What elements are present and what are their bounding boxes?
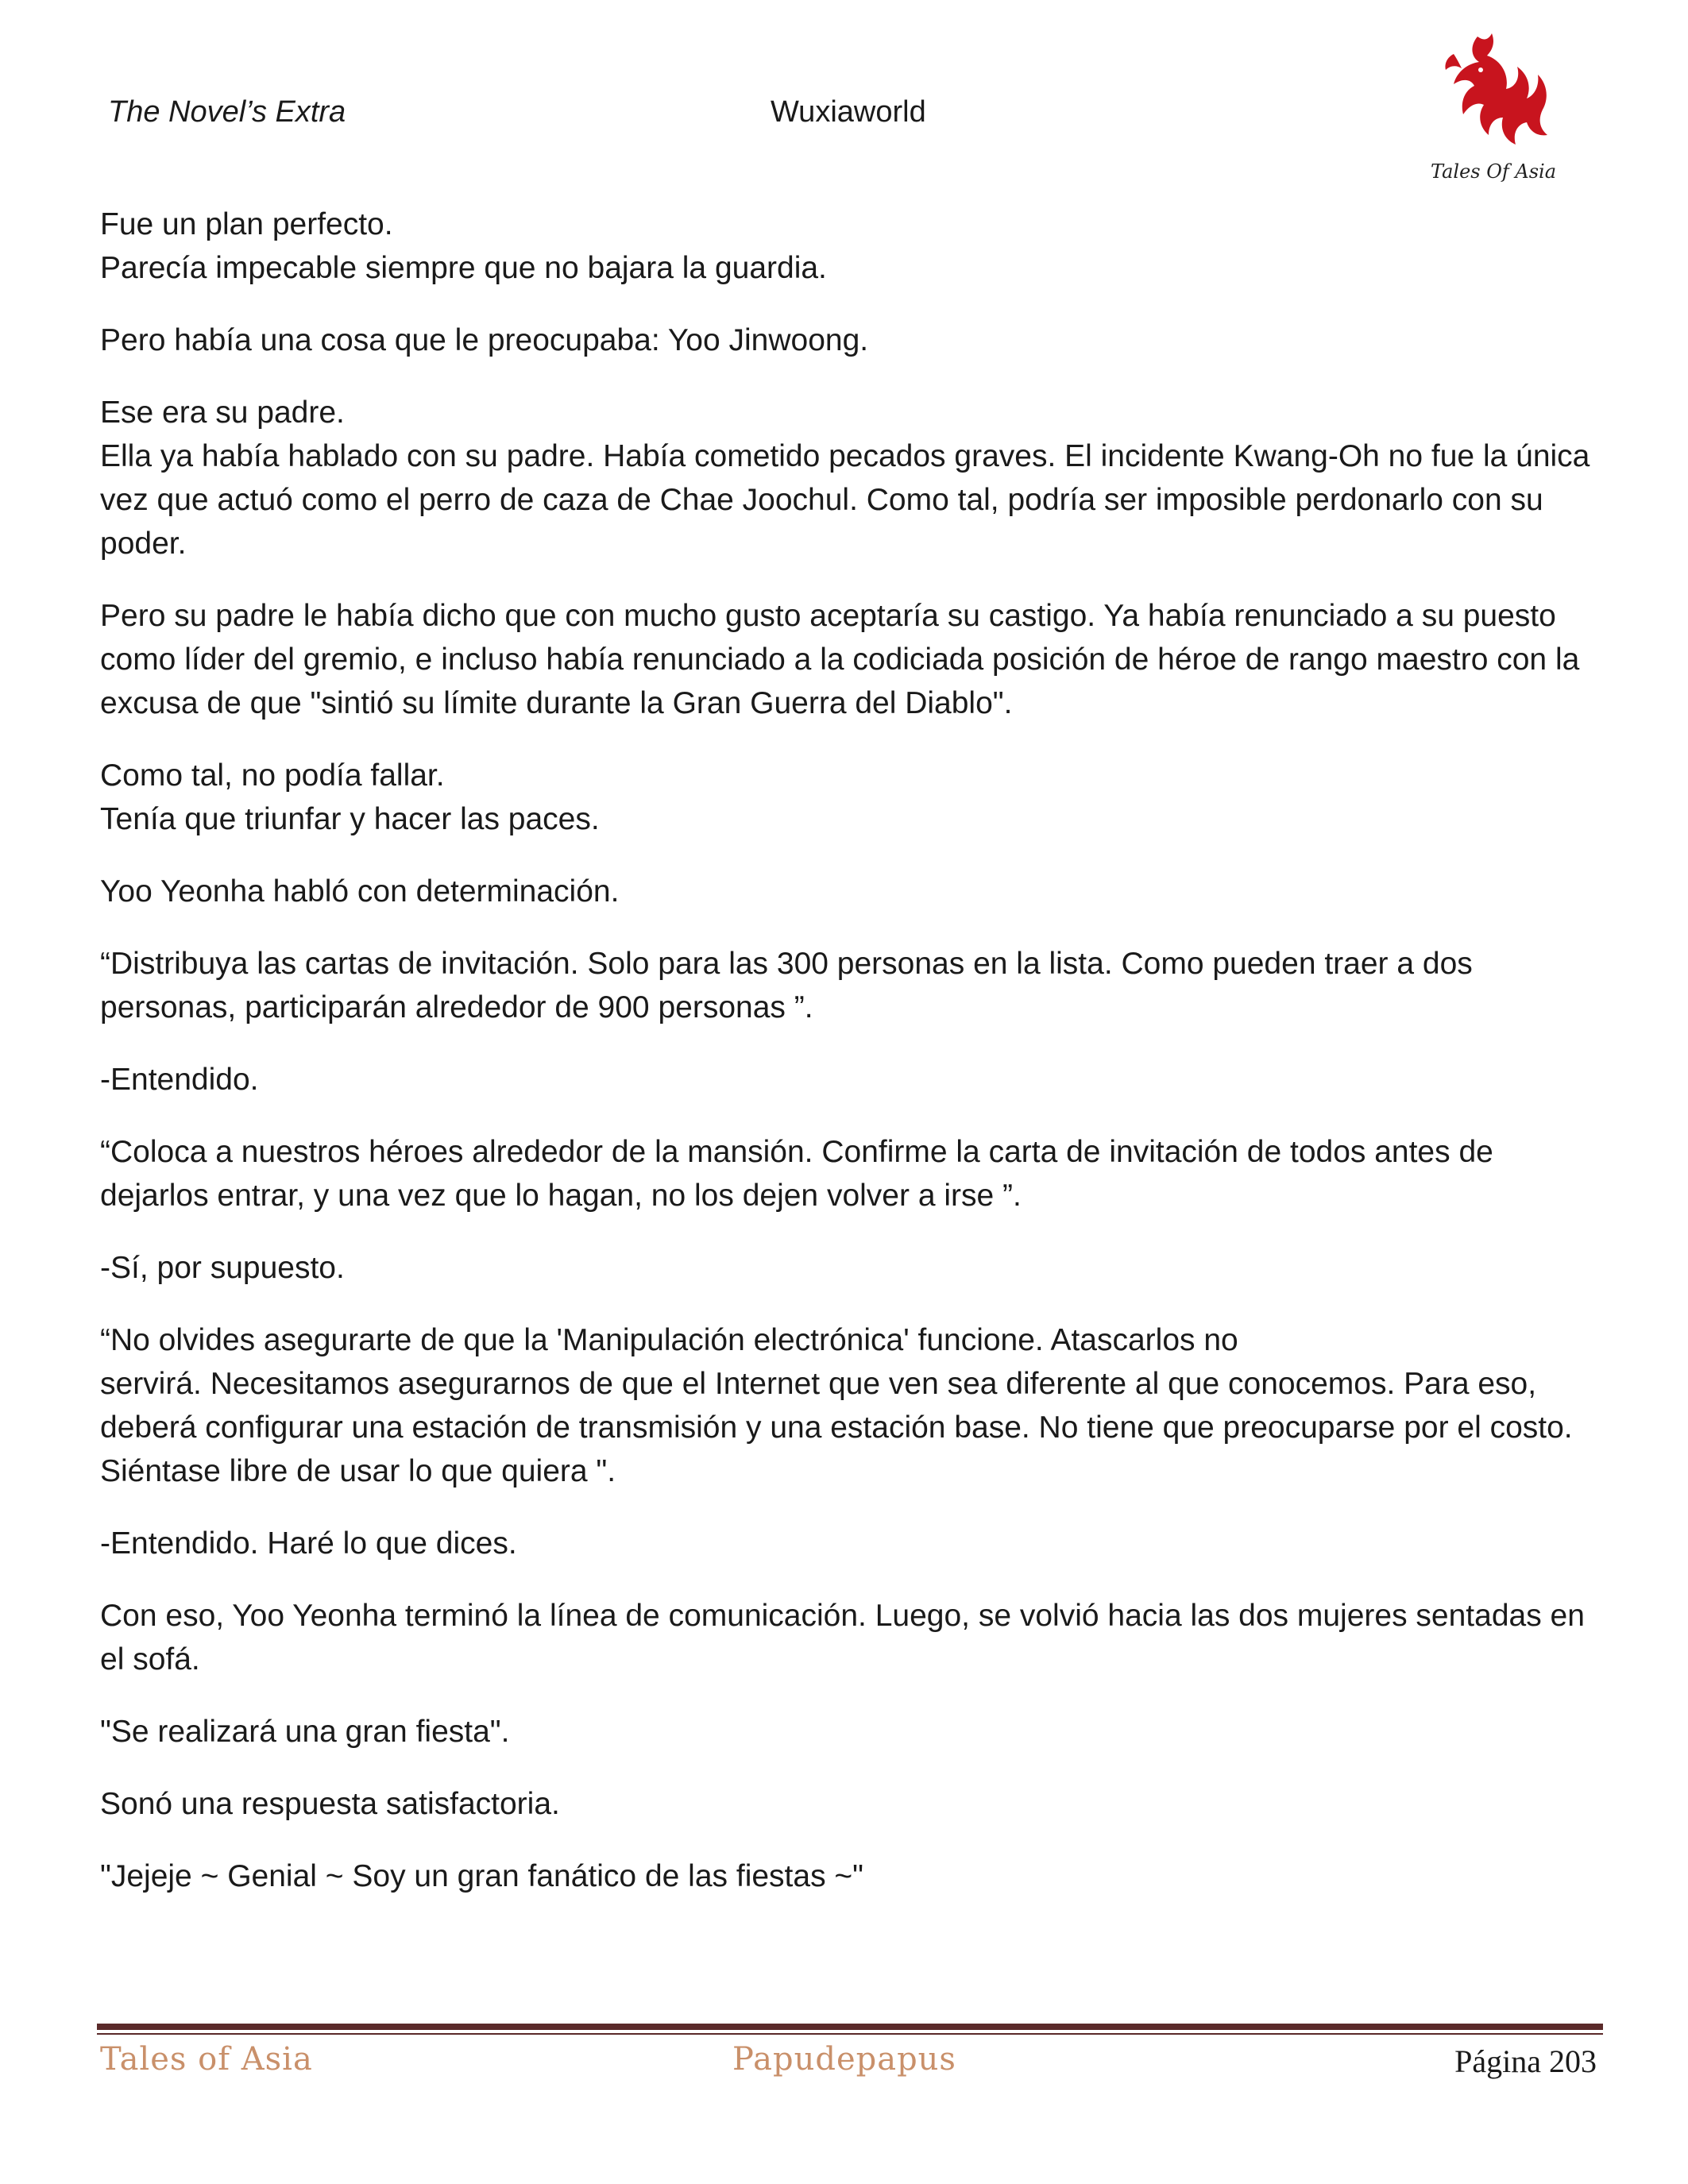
paragraph [100, 754, 1601, 841]
footer-site-name: Tales of Asia [100, 2041, 313, 2078]
paragraph [100, 1246, 1601, 1290]
paragraph-line: "Jejeje ~ Genial ~ Soy un gran fanático de las fiestas ~" [100, 1859, 864, 1893]
paragraph [100, 594, 1601, 725]
footer-rule [97, 2024, 1603, 2030]
paragraph-line: Fue un plan perfecto. [100, 207, 393, 241]
footer-rule-thin [97, 2033, 1603, 2035]
paragraph-line: Pero había una cosa que le preocupaba: Yoo Jinwoong. [100, 323, 869, 357]
paragraph [100, 870, 1601, 913]
paragraph-line: “Coloca a nuestros héroes alrededor de la mansión. Confirme la carta de invitación de todos antes de dejarlos entrar, y una vez que lo hagan, no los dejen volver a irse ”. [100, 1135, 1493, 1213]
paragraph [100, 1522, 1601, 1565]
logo-text: Tales Of Asia [1430, 160, 1557, 183]
paragraph-line: -Sí, por supuesto. [100, 1251, 345, 1285]
paragraph [100, 1710, 1601, 1754]
paragraph [100, 1854, 1601, 1898]
book-title: The Novel’s Extra [108, 95, 346, 129]
page-number: Página 203 [1454, 2043, 1597, 2079]
paragraph-line: -Entendido. [100, 1063, 259, 1097]
paragraph [100, 1130, 1601, 1217]
paragraph [100, 1782, 1601, 1826]
paragraph [100, 942, 1601, 1029]
paragraph [100, 1058, 1601, 1102]
paragraph-line: Ese era su padre. [100, 396, 345, 430]
paragraph-line: Yoo Yeonha habló con determinación. [100, 874, 620, 909]
paragraph [100, 1318, 1601, 1493]
source-title: Wuxiaworld [771, 95, 926, 129]
paragraph-line: Pero su padre le había dicho que con mucho gusto aceptaría su castigo. Ya había renunciado a su puesto como líder del gremio, e incluso había renunciado a la codiciada posición de héroe de rango maestro con la excusa de que "sintió su límite durante la Gran Guerra del Diablo". [100, 599, 1580, 720]
paragraph-line: Sonó una respuesta satisfactoria. [100, 1787, 560, 1821]
paragraph [100, 318, 1601, 362]
paragraph-line: "Se realizará una gran fiesta". [100, 1715, 510, 1749]
paragraph-line: Ella ya había hablado con su padre. Había cometido pecados graves. El incidente Kwang-Oh no fue la única vez que actuó como el perro de caza de Chae Joochul. Como tal, podría ser imposible perdonarlo con su poder. [100, 439, 1590, 561]
paragraph-line: “No olvides asegurarte de que la 'Manipulación electrónica' funcione. Atascarlos no [100, 1323, 1238, 1357]
paragraph [100, 391, 1601, 565]
paragraph [100, 203, 1601, 290]
paragraph-line: Como tal, no podía fallar. [100, 758, 445, 793]
paragraph-line: -Entendido. Haré lo que dices. [100, 1526, 517, 1561]
dragon-logo-icon [1422, 22, 1565, 189]
paragraph-line: servirá. Necesitamos asegurarnos de que el Internet que ven sea diferente al que conocemos. Para eso, deberá configurar una estación de transmisión y una estación base. No tiene que preocuparse por el costo. Siéntase libre de usar lo que quiera ". [100, 1367, 1573, 1488]
paragraph-line: Con eso, Yoo Yeonha terminó la línea de comunicación. Luego, se volvió hacia las dos mujeres sentadas en el sofá. [100, 1599, 1585, 1677]
paragraph-line: Parecía impecable siempre que no bajara la guardia. [100, 251, 827, 285]
paragraph-line: “Distribuya las cartas de invitación. Solo para las 300 personas en la lista. Como pueden traer a dos personas, participarán alrededor de 900 personas ”. [100, 947, 1473, 1024]
paragraph [100, 1594, 1601, 1681]
paragraph-line: Tenía que triunfar y hacer las paces. [100, 802, 600, 836]
footer-translator: Papudepapus [732, 2041, 956, 2078]
document-body [100, 203, 1601, 1927]
